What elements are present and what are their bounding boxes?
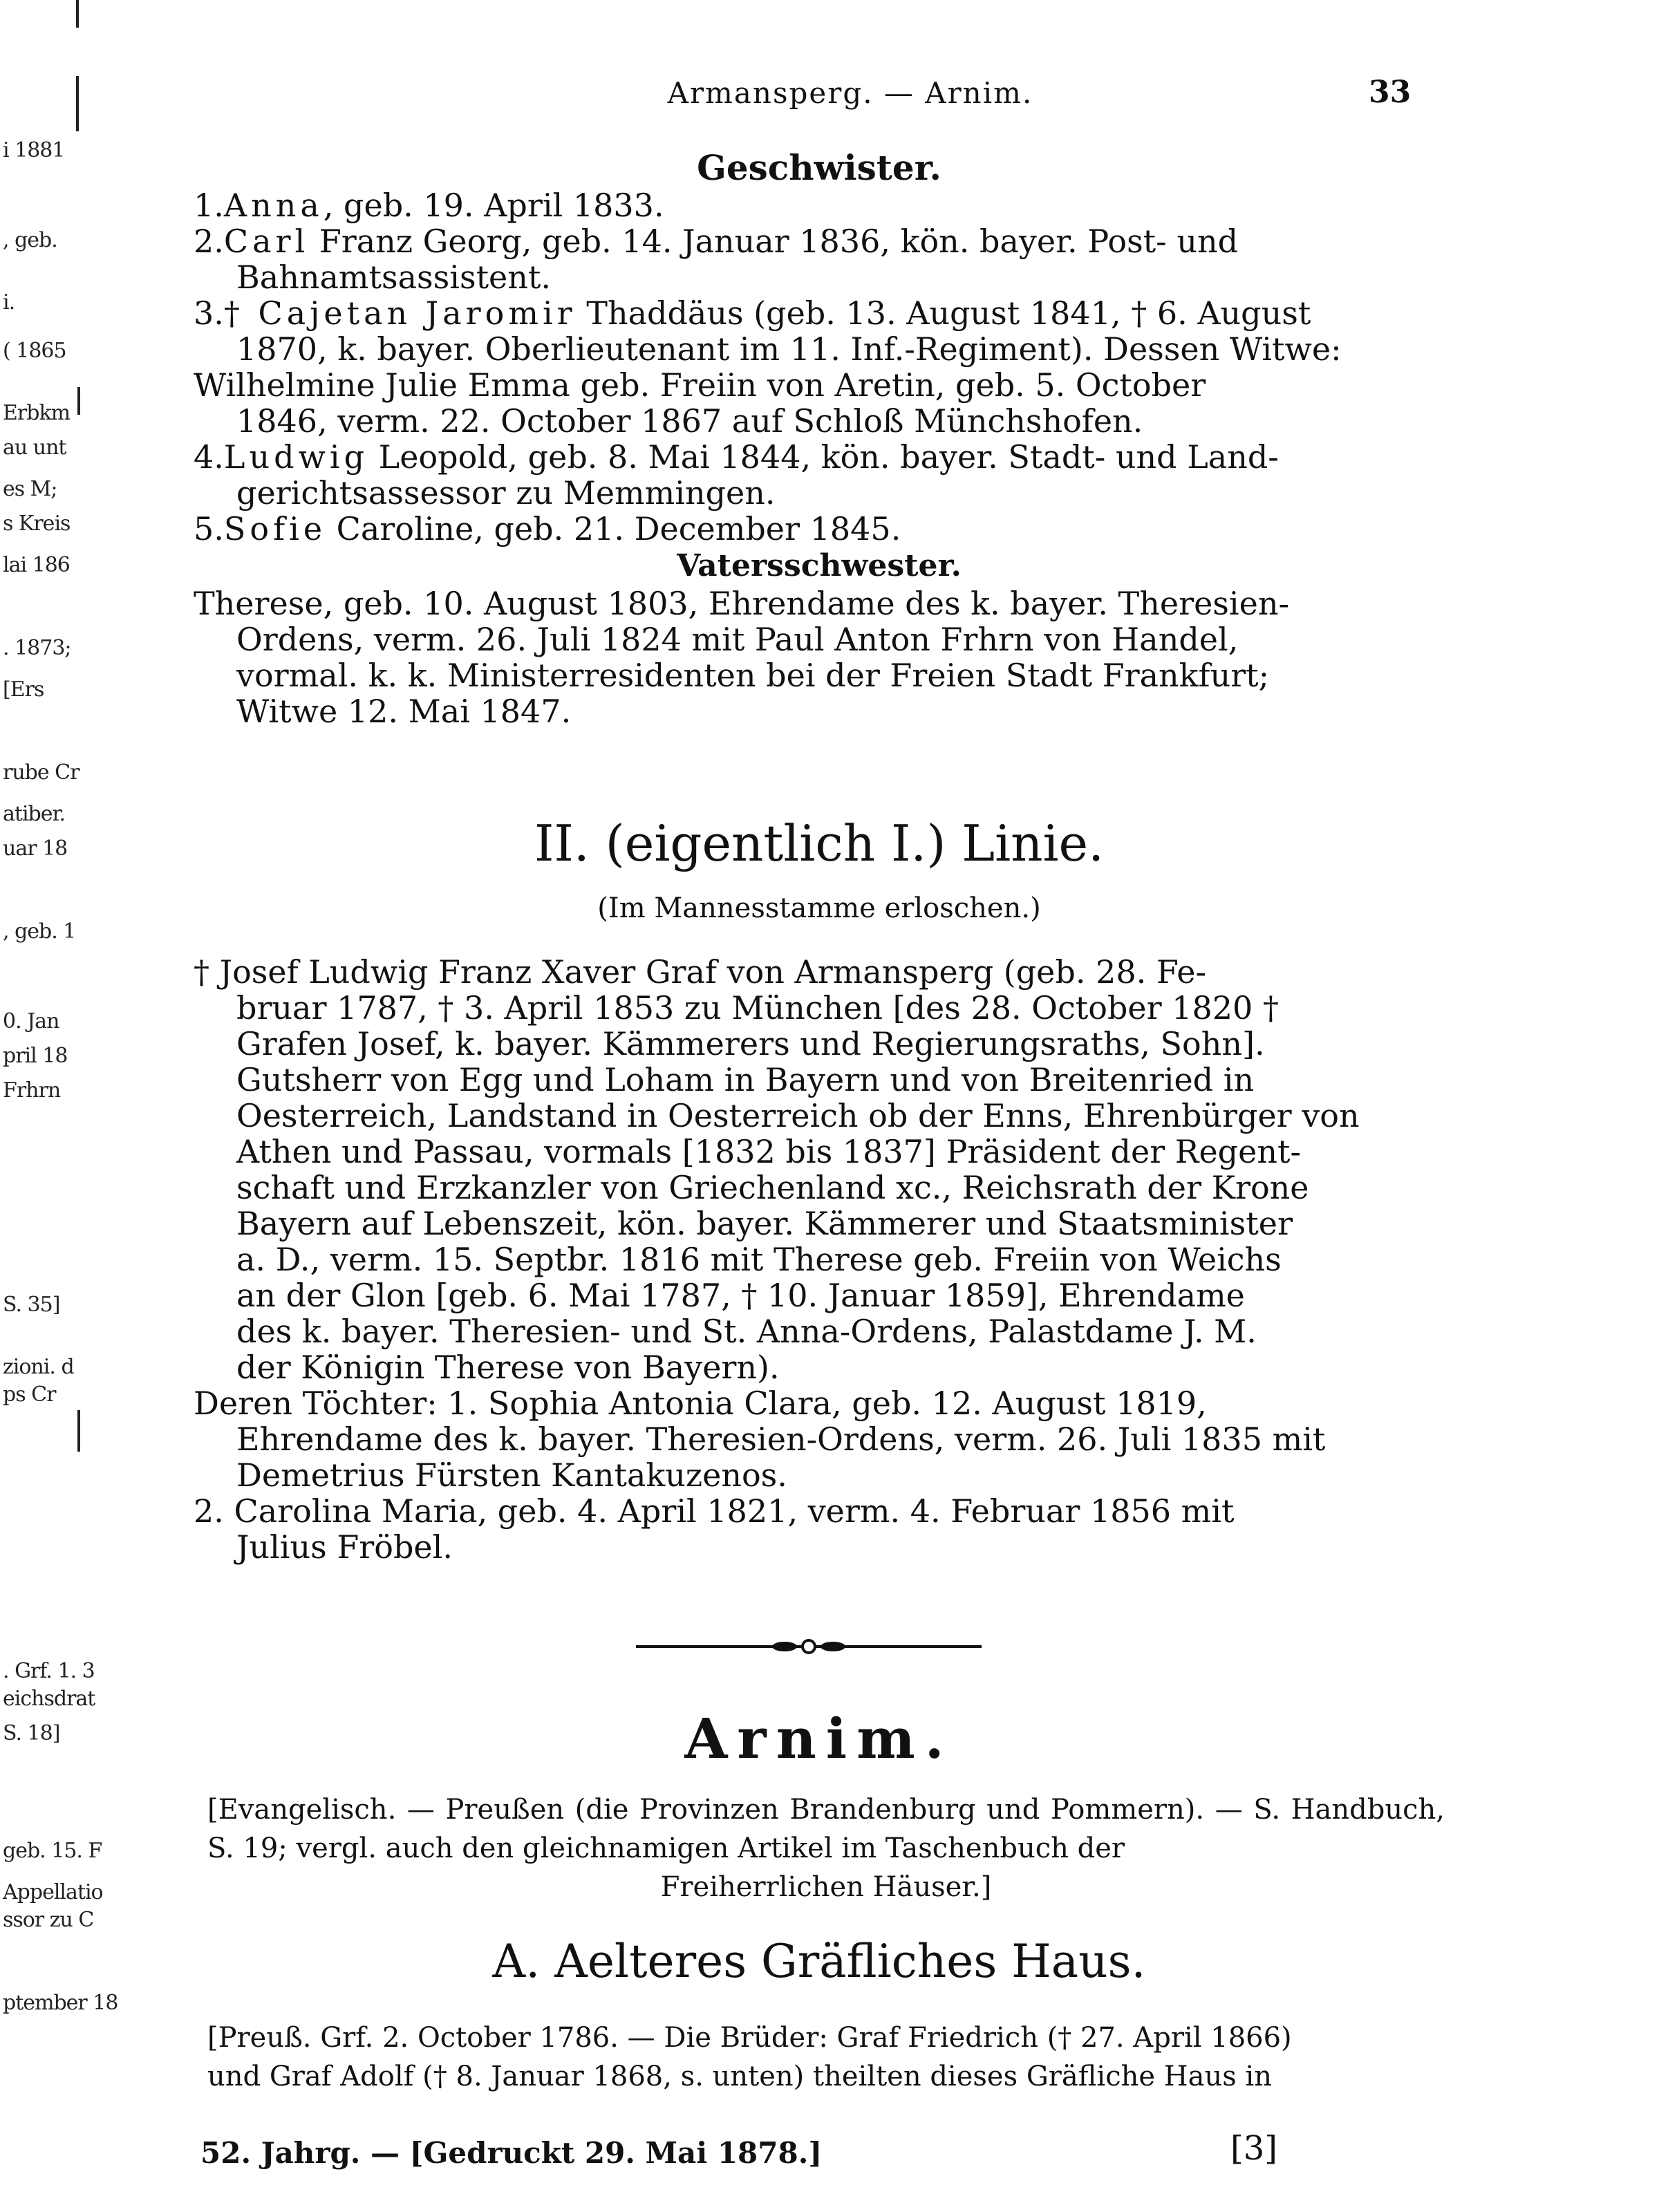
sibling-line: Wilhelmine Julie Emma geb. Freiin von Aretin, geb. 5. October (194, 366, 1206, 404)
margin-fragment: [Ers (3, 677, 44, 702)
page-edge-line (77, 1410, 80, 1452)
page-edge-line (76, 0, 79, 28)
josef-line: des k. bayer. Theresien- und St. Anna-Ordens, Palastdame J. M. (236, 1313, 1257, 1350)
josef-line: Oesterreich, Landstand in Oesterreich ob der Enns, Ehrenbürger von (236, 1097, 1360, 1134)
margin-fragment: 0. Jan (3, 1009, 59, 1033)
arnim-title: Arnim. (684, 1706, 954, 1771)
margin-fragment: ssor zu C (3, 1908, 94, 1932)
margin-fragment: s Kreis (3, 512, 71, 536)
aunt-line: Witwe 12. Mai 1847. (236, 693, 572, 730)
page-edge-line (76, 76, 79, 131)
sibling-number: 3. (194, 294, 224, 332)
margin-fragment: , geb. 1 (3, 919, 76, 944)
margin-fragment: zioni. d (3, 1355, 74, 1379)
margin-fragment: Erbkm (3, 401, 71, 425)
sibling-details: Franz Georg, geb. 14. Januar 1836, kön. bayer. Post- und (309, 223, 1239, 260)
section-a-title: A. Aelteres Gräfliches Haus. (492, 1935, 1146, 1988)
running-title: Armansperg. — Arnim. (667, 76, 1033, 110)
sibling-line (194, 223, 1445, 259)
sibling-number: 1. (194, 187, 224, 224)
margin-fragment: ( 1865 (3, 339, 66, 363)
sibling-details: Thaddäus (geb. 13. August 1841, † 6. August (576, 294, 1311, 332)
margin-fragment: , geb. (3, 228, 57, 252)
margin-fragment: rube Cr (3, 760, 79, 785)
section-a-line: [Preuß. Grf. 2. October 1786. — Die Brüder: Graf Friedrich († 27. April 1866) (207, 2022, 1292, 2054)
sibling-name: Carl (223, 223, 310, 260)
margin-fragment: i 1881 (3, 138, 65, 162)
daughter-line: Deren Töchter: 1. Sophia Antonia Clara, geb. 12. August 1819, (194, 1385, 1207, 1422)
margin-fragment: Appellatio (3, 1880, 103, 1904)
sibling-details: Leopold, geb. 8. Mai 1844, kön. bayer. Stadt- und Land- (368, 438, 1279, 476)
margin-fragment: S. 18] (3, 1721, 60, 1745)
sibling-details: Caroline, geb. 21. December 1845. (326, 510, 901, 547)
margin-fragment: pril 18 (3, 1044, 68, 1068)
margin-fragment: . Grf. 1. 3 (3, 1659, 95, 1683)
aunt-line: Therese, geb. 10. August 1803, Ehrendame des k. bayer. Theresien- (194, 585, 1290, 622)
margin-fragment: lai 186 (3, 553, 70, 577)
arnim-info (207, 1790, 1445, 1906)
sibling-line: 1870, k. bayer. Oberlieutenant im 11. Inf.-Regiment). Dessen Witwe: (236, 330, 1342, 368)
line-two-subtitle: (Im Mannesstamme erloschen.) (597, 892, 1041, 924)
arnim-info-last: Freiherrlichen Häuser.] (660, 1871, 992, 1903)
signature-mark: [3] (1230, 2129, 1277, 2168)
sibling-line (194, 187, 1445, 223)
margin-fragment: S. 35] (3, 1293, 60, 1317)
ornament-divider (636, 1638, 982, 1655)
sibling-number: 2. (194, 223, 224, 260)
margin-fragment: atiber. (3, 802, 66, 826)
siblings-list (194, 187, 1445, 547)
sibling-line: Bahnamtsassistent. (236, 259, 552, 296)
sibling-number: 5. (194, 510, 224, 547)
sibling-details: , geb. 19. April 1833. (323, 187, 664, 224)
josef-line: bruar 1787, † 3. April 1853 zu München [des 28. October 1820 † (236, 989, 1279, 1027)
line-two-body (194, 954, 1445, 1565)
daughter-line: 2. Carolina Maria, geb. 4. April 1821, verm. 4. Februar 1856 mit (194, 1492, 1235, 1530)
footer-imprint: 52. Jahrg. — [Gedruckt 29. Mai 1878.] (200, 2136, 823, 2170)
sibling-line (194, 439, 1445, 475)
josef-line: der Königin Therese von Bayern). (236, 1349, 780, 1386)
sibling-line: gerichtsassessor zu Memmingen. (236, 474, 776, 512)
page-edge-line (77, 387, 80, 415)
aunt-heading: Vatersschwester. (677, 548, 962, 583)
siblings-heading: Geschwister. (697, 147, 941, 188)
sibling-line (194, 511, 1445, 547)
arnim-info-text: [Evangelisch. — Preußen (die Provinzen Brandenburg und Pommern). — S. Handbuch, S. 19; vergl. auch den gleichnamigen Artikel im Taschenbuch der (207, 1794, 1445, 1864)
josef-line: † Josef Ludwig Franz Xaver Graf von Armansperg (geb. 28. Fe- (194, 953, 1207, 991)
line-two-title: II. (eigentlich I.) Linie. (534, 814, 1105, 872)
margin-fragment: eichsdrat (3, 1687, 95, 1711)
page-number: 33 (1369, 75, 1412, 110)
margin-fragment: ps Cr (3, 1382, 56, 1407)
aunt-entry (194, 585, 1445, 729)
siblings-section (194, 149, 1445, 729)
josef-line: an der Glon [geb. 6. Mai 1787, † 10. Januar 1859], Ehrendame (236, 1277, 1245, 1314)
margin-fragment: uar 18 (3, 836, 68, 861)
margin-fragment: es M; (3, 477, 57, 501)
aunt-line: Ordens, verm. 26. Juli 1824 mit Paul Anton Frhrn von Handel, (236, 621, 1239, 658)
daughter-line: Julius Fröbel. (236, 1528, 453, 1566)
josef-line: Gutsherr von Egg und Loham in Bayern und von Breitenried in (236, 1061, 1255, 1098)
daughter-line: Ehrendame des k. bayer. Theresien-Ordens, verm. 26. Juli 1835 mit (236, 1421, 1326, 1458)
josef-line: schaft und Erzkanzler von Griechenland xc., Reichsrath der Krone (236, 1169, 1309, 1206)
aunt-line: vormal. k. k. Ministerresidenten bei der Freien Stadt Frankfurt; (236, 657, 1270, 694)
sibling-line: 1846, verm. 22. October 1867 auf Schloß Münchshofen. (236, 402, 1143, 440)
sibling-name: † Cajetan Jaromir (223, 294, 577, 332)
margin-fragment: . 1873; (3, 636, 71, 660)
section-a-text (207, 2018, 1445, 2096)
margin-fragment: i. (3, 290, 15, 315)
sibling-name: Ludwig (223, 438, 369, 476)
josef-line: Athen und Passau, vormals [1832 bis 1837] Präsident der Regent- (236, 1133, 1301, 1170)
daughter-line: Demetrius Fürsten Kantakuzenos. (236, 1456, 787, 1494)
josef-line: a. D., verm. 15. Septbr. 1816 mit Therese geb. Freiin von Weichs (236, 1241, 1282, 1278)
sibling-name: Sofie (223, 510, 327, 547)
margin-fragment: ptember 18 (3, 1991, 118, 2015)
sibling-number: 4. (194, 438, 224, 476)
josef-entry (194, 954, 1445, 1385)
sibling-name: Anna (223, 187, 324, 224)
section-a-line: und Graf Adolf († 8. Januar 1868, s. unten) theilten dieses Gräfliche Haus in (207, 2061, 1273, 2092)
josef-line: Grafen Josef, k. bayer. Kämmerers und Regierungsraths, Sohn]. (236, 1025, 1265, 1062)
margin-fragment: au unt (3, 435, 66, 460)
margin-fragment: geb. 15. F (3, 1839, 102, 1863)
daughters-entry (194, 1385, 1445, 1565)
sibling-line (194, 295, 1445, 331)
margin-fragment: Frhrn (3, 1078, 61, 1103)
josef-line: Bayern auf Lebenszeit, kön. bayer. Kämmerer und Staatsminister (236, 1205, 1293, 1242)
